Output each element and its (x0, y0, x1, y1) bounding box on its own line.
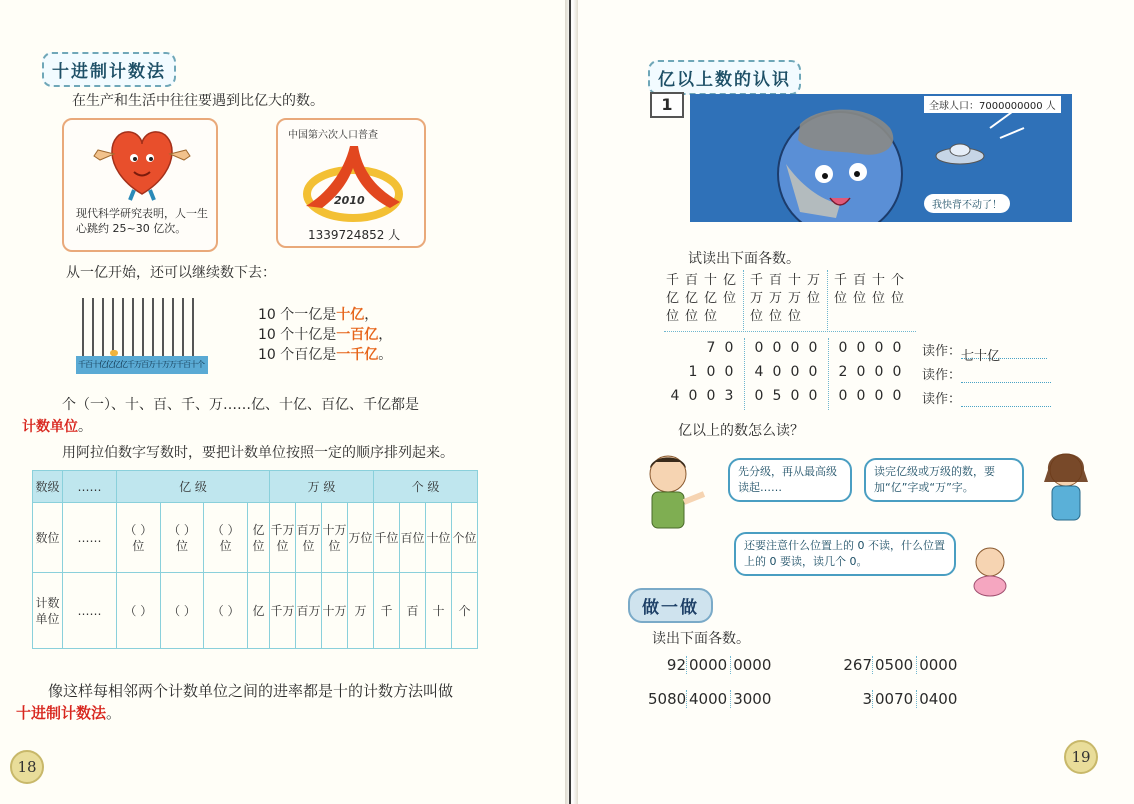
census-logo-icon (298, 142, 408, 222)
read-label: 读作： (922, 368, 962, 383)
read-label: 读作： (922, 392, 962, 407)
conclusion-term-line (16, 702, 121, 723)
place-label: 百位 (853, 273, 867, 306)
unit-cell: 千万 (270, 573, 296, 649)
section-heading-large-numbers: 亿以上数的认识 (648, 60, 801, 95)
digit: 0 (874, 364, 884, 380)
place-label: 百亿位 (685, 273, 699, 324)
highlight-unit: 一百亿 (336, 327, 379, 343)
blank-position-cell (117, 503, 161, 573)
digit: 0 (892, 388, 902, 404)
boy-speech-bubble: 先分级，再从最高级读起…… (728, 458, 852, 502)
book-spine (565, 0, 578, 804)
num-part: 5080 (648, 690, 687, 708)
heart-character-icon (90, 124, 194, 202)
row-label-unit: 计数单位 (33, 573, 63, 649)
abacus-line-1 (258, 304, 378, 324)
num-part: 0070 (872, 690, 916, 708)
digit: 5 (772, 388, 782, 404)
read-answer-2 (922, 364, 1051, 383)
num-part: 0000 (686, 656, 730, 674)
blank: （ ） (124, 522, 153, 537)
place-label: 千位 (834, 273, 848, 306)
place-label: 十万位 (788, 273, 802, 324)
conclusion-term: 十进制计数法 (16, 704, 107, 722)
heart-card (62, 118, 218, 252)
row-label-position: 数位 (33, 503, 63, 573)
digit-row-2 (666, 364, 906, 380)
read-value: 七十亿 (961, 345, 1047, 359)
arrange-text: 用阿拉伯数字写数时，要把计数单位按照一定的顺序排列起来。 (62, 445, 454, 461)
digit: 1 (688, 364, 698, 380)
highlight-unit: 一千亿 (336, 347, 379, 363)
position-cell: 百位 (400, 503, 426, 573)
digit: 0 (838, 340, 848, 356)
practice-number-1 (648, 656, 774, 674)
suffix: 位 (175, 538, 188, 553)
row-label-level: 数级 (33, 471, 63, 503)
place-group-wan (748, 270, 828, 332)
girl-speech-bubble: 读完亿级或万级的数，要加“亿”字或“万”字。 (864, 458, 1024, 502)
line-text: 10 个十亿是 (258, 327, 337, 343)
position-cell: 亿位 (248, 503, 270, 573)
position-cell: 千万位 (270, 503, 296, 573)
group-yi: 亿 级 (117, 471, 270, 503)
ellipsis-cell: …… (63, 471, 117, 503)
conclusion-text: 像这样每相邻两个计数单位之间的进率都是十的计数方法叫做 (48, 682, 454, 700)
page-number-left: 18 (10, 750, 44, 784)
digit: 0 (790, 364, 800, 380)
digit: 3 (724, 388, 734, 404)
practice-badge: 做一做 (628, 588, 713, 623)
suffix: 位 (219, 538, 232, 553)
unit-cell: 十万 (322, 573, 348, 649)
counting-abacus (76, 298, 208, 378)
read-blank[interactable] (961, 369, 1051, 383)
digit: 0 (772, 340, 782, 356)
place-label: 个位 (891, 273, 905, 306)
punctuation: 。 (78, 419, 92, 435)
num-part: 4000 (686, 690, 730, 708)
digit: 0 (856, 364, 866, 380)
practice-number-4 (828, 690, 960, 708)
place-label: 亿位 (723, 273, 737, 306)
unit-cell: 百万 (296, 573, 322, 649)
digit: 0 (754, 340, 764, 356)
question-text: 亿以上的数怎么读？ (678, 423, 804, 439)
digit: 0 (874, 388, 884, 404)
digit: 0 (754, 388, 764, 404)
ellipsis-cell: …… (63, 503, 117, 573)
punctuation: ， (364, 307, 379, 323)
digit: 2 (838, 364, 848, 380)
digit: 0 (706, 364, 716, 380)
ellipsis-cell: …… (63, 573, 117, 649)
unit-cell: 十 (426, 573, 452, 649)
baby-character-icon (960, 540, 1020, 600)
abacus-base-labels: 千百十亿亿亿亿千万百万十万万千百十个 (76, 356, 208, 374)
position-cell: 百万位 (296, 503, 322, 573)
place-label: 千万位 (750, 273, 764, 324)
page-number-right: 19 (1064, 740, 1098, 774)
num-part: 267 (843, 656, 872, 674)
population-label: 全球人口：7000000000 人 (924, 96, 1061, 113)
place-label: 千亿位 (666, 273, 680, 324)
digit: 0 (724, 364, 734, 380)
blank-unit-cell: （ ） (117, 573, 161, 649)
intro-text: 在生产和生活中往往要遇到比亿大的数。 (72, 93, 324, 109)
section-heading-decimal: 十进制计数法 (42, 52, 176, 87)
blank-unit-cell: （ ） (204, 573, 248, 649)
num-part: 0500 (872, 656, 916, 674)
unit-cell: 个 (452, 573, 478, 649)
digit: 0 (790, 340, 800, 356)
units-term-line (22, 416, 92, 436)
baby-speech-bubble: 还要注意什么位置上的 0 不读，什么位置上的 0 要读，读几个 0。 (734, 532, 956, 576)
num-part: 0400 (916, 690, 960, 708)
digit-row-1 (666, 340, 906, 356)
overloaded-earth-icon (690, 94, 1072, 222)
practice-number-2 (828, 656, 960, 674)
highlight-unit: 十亿 (336, 307, 365, 323)
place-label: 百万位 (769, 273, 783, 324)
digit: 0 (688, 388, 698, 404)
digit: 0 (772, 364, 782, 380)
left-page (0, 0, 565, 804)
digit: 0 (808, 364, 818, 380)
census-card (276, 118, 426, 248)
position-cell: 个位 (452, 503, 478, 573)
census-title: 中国第六次人口普查 (288, 130, 378, 141)
place-label: 十位 (872, 273, 886, 306)
punctuation: 。 (378, 347, 393, 363)
digit-row-3 (666, 388, 906, 404)
units-term: 计数单位 (22, 419, 78, 435)
blank-unit-cell: （ ） (160, 573, 204, 649)
population-illustration (690, 94, 1072, 222)
unit-cell: 千 (374, 573, 400, 649)
digit: 0 (808, 340, 818, 356)
table-row (33, 503, 478, 573)
num-part: 0000 (916, 656, 960, 674)
position-cell: 十位 (426, 503, 452, 573)
right-page (578, 0, 1134, 804)
read-answer-3 (922, 388, 1051, 407)
blank: （ ） (211, 522, 240, 537)
digit: 0 (838, 388, 848, 404)
position-cell: 千位 (374, 503, 400, 573)
place-header (664, 270, 916, 332)
unit-cell: 百 (400, 573, 426, 649)
read-blank[interactable] (961, 393, 1051, 407)
digit: 4 (670, 388, 680, 404)
digit: 0 (856, 388, 866, 404)
group-ge: 个 级 (374, 471, 478, 503)
census-logo-year: 2010 (334, 194, 365, 207)
blank-position-cell (160, 503, 204, 573)
digit: 0 (892, 340, 902, 356)
girl-character-icon (1030, 446, 1100, 526)
earth-speech-bubble: 我快背不动了！ (924, 194, 1010, 213)
digit: 0 (790, 388, 800, 404)
units-text: 个（一）、十、百、千、万……亿、十亿、百亿、千亿都是 (62, 397, 419, 413)
digit: 0 (856, 340, 866, 356)
practice-prompt: 读出下面各数。 (652, 631, 750, 647)
digit: 0 (874, 340, 884, 356)
group-wan: 万 级 (270, 471, 374, 503)
read-answer-1 (922, 340, 1047, 364)
boy-character-icon (630, 450, 714, 536)
place-group-ge (832, 270, 912, 332)
unit-cell: 万 (348, 573, 374, 649)
spine-line (569, 0, 571, 804)
num-part: 92 (666, 656, 686, 674)
punctuation: 。 (106, 704, 122, 722)
abacus-line-3 (258, 344, 392, 364)
place-label: 十亿位 (704, 273, 718, 324)
num-part: 3000 (730, 690, 774, 708)
digit: 7 (706, 340, 716, 356)
blank-position-cell (204, 503, 248, 573)
digit: 0 (892, 364, 902, 380)
census-count: 1339724852 人 (308, 228, 401, 242)
digit: 0 (808, 388, 818, 404)
num-part: 3 (862, 690, 872, 708)
continue-text: 从一亿开始，还可以继续数下去： (66, 265, 276, 281)
digit: 0 (706, 388, 716, 404)
table-row (33, 573, 478, 649)
digit: 4 (754, 364, 764, 380)
place-value-table (32, 470, 478, 649)
read-prompt: 试读出下面各数。 (688, 251, 800, 267)
abacus-line-2 (258, 324, 392, 344)
num-part: 0000 (730, 656, 774, 674)
unit-cell: 亿 (248, 573, 270, 649)
line-text: 10 个百亿是 (258, 347, 337, 363)
table-row (33, 471, 478, 503)
line-text: 10 个一亿是 (258, 307, 337, 323)
place-label: 万位 (807, 273, 821, 306)
example-number: 1 (650, 92, 684, 118)
practice-number-3 (648, 690, 774, 708)
suffix: 位 (132, 538, 145, 553)
position-cell: 十万位 (322, 503, 348, 573)
digit: 0 (724, 340, 734, 356)
read-label: 读作： (922, 344, 962, 359)
heart-card-text: 现代科学研究表明，人一生心跳约 25~30 亿次。 (76, 207, 208, 235)
place-group-yi (664, 270, 744, 332)
punctuation: ， (378, 327, 393, 343)
blank: （ ） (168, 522, 196, 537)
position-cell: 万位 (348, 503, 374, 573)
